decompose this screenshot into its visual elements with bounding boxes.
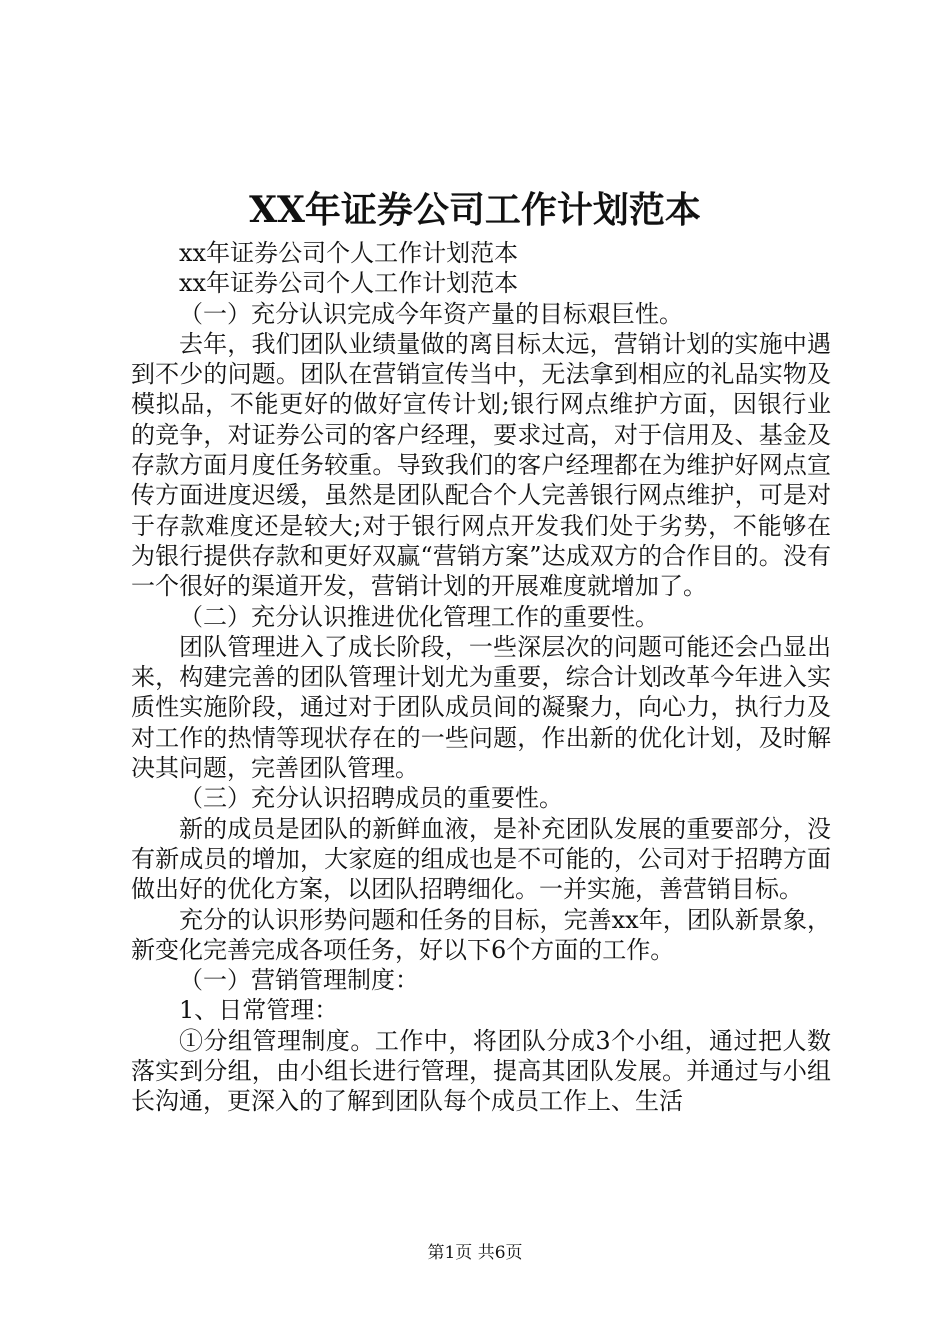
body-paragraph: （一）营销管理制度： bbox=[179, 966, 419, 995]
body-paragraph: ①分组管理制度。工作中，将团队分成3个小组，通过把人数落实到分组，由小组长进行管理，提高其团队发展。并通过与小组长沟通，更深入的了解到团队每个成员工作上、生活 bbox=[131, 1026, 831, 1116]
body-paragraph: 去年，我们团队业绩量做的离目标太远，营销计划的实施中遇到不少的问题。团队在营销宣传当中，无法拿到相应的礼品实物及模拟品，不能更好的做好宣传计划;银行网点维护方面，因银行业的竞争，对证券公司的客户经理，要求过高，对于信用及、基金及存款方面月度任务较重。导致我们的客户经理都在为维护好网点宣传方面进度迟缓，虽然是团队配合个人完善银行网点维护，可是对于存款难度还是较大;对于银行网点开发我们处于劣势，不能够在为银行提供存款和更好双赢“营销方案”达成双方的合作目的。没有一个很好的渠道开发，营销计划的开展难度就增加了。 bbox=[131, 329, 831, 601]
body-paragraph: xx年证券公司个人工作计划范本 bbox=[179, 239, 519, 267]
body-paragraph: 团队管理进入了成长阶段，一些深层次的问题可能还会凸显出来，构建完善的团队管理计划尤为重要，综合计划改革今年进入实质性实施阶段，通过对于团队成员间的凝聚力，向心力，执行力及对工作的热情等现状存在的一些问题，作出新的优化计划，及时解决其问题，完善团队管理。 bbox=[131, 632, 831, 783]
document-body bbox=[131, 238, 831, 1117]
body-paragraph: 1、日常管理： bbox=[179, 996, 339, 1025]
body-paragraph: xx年证券公司个人工作计划范本 bbox=[179, 269, 519, 298]
document-title: XX年证券公司工作计划范本 bbox=[249, 189, 701, 231]
body-paragraph: 充分的认识形势问题和任务的目标，完善xx年，团队新景象，新变化完善完成各项任务，好以下6个方面的工作。 bbox=[131, 905, 831, 964]
body-paragraph: 新的成员是团队的新鲜血液，是补充团队发展的重要部分，没有新成员的增加，大家庭的组成也是不可能的，公司对于招聘方面做出好的优化方案，以团队招聘细化。一并实施，善营销目标。 bbox=[131, 814, 831, 904]
page-number-footer: 第1页 共6页 bbox=[427, 1243, 523, 1263]
body-paragraph: （二）充分认识推进优化管理工作的重要性。 bbox=[179, 602, 659, 631]
body-paragraph: （一）充分认识完成今年资产量的目标艰巨性。 bbox=[179, 299, 683, 328]
body-paragraph: （三）充分认识招聘成员的重要性。 bbox=[179, 784, 563, 813]
